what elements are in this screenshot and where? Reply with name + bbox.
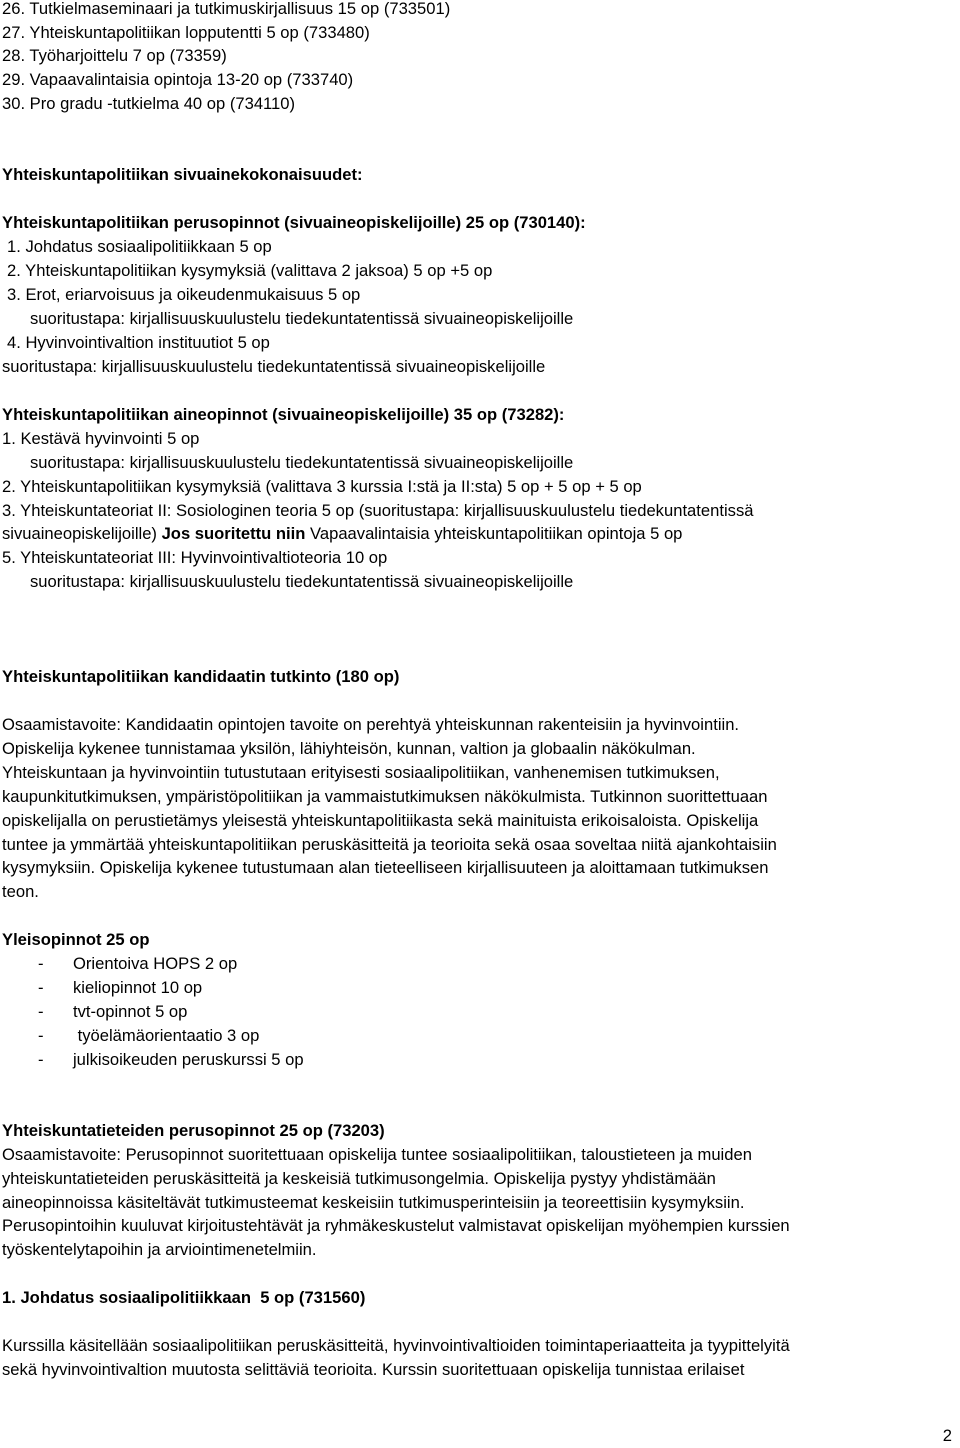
list-item: 26. Tutkielmaseminaari ja tutkimuskirjallisuus 15 op (733501) (2, 0, 451, 18)
paragraph-line: Perusopintoihin kuuluvat kirjoitustehtävät ja ryhmäkeskustelut valmistavat opiskelijan myöhempien kurssien (2, 1216, 790, 1235)
list-item-text: sivuaineopiskelijoille) (2, 524, 157, 543)
paragraph-line: Opiskelija kykenee tunnistamaa yksilön, lähiyhteisön, kunnan, valtion ja globaalin näkökulman. (2, 739, 696, 758)
paragraph-line: sekä hyvinvointivaltion muutosta selittäviä teorioita. Kurssin suoritettuaan opiskelija tunnistaa erilaiset (2, 1360, 745, 1379)
completion-method: suoritustapa: kirjallisuuskuulustelu tiedekuntatentissä sivuaineopiskelijoille (30, 453, 574, 472)
list-item: 30. Pro gradu -tutkielma 40 op (734110) (2, 94, 296, 113)
completion-method: suoritustapa: kirjallisuuskuulustelu tiedekuntatentissä sivuaineopiskelijoille (2, 357, 546, 376)
paragraph-line: Kurssilla käsitellään sosiaalipolitiikan peruskäsitteitä, hyvinvointivaltioiden toimintaperiaatteita ja tyypittelyitä (2, 1336, 790, 1355)
paragraph-line: teon. (2, 882, 39, 901)
list-item: 27. Yhteiskuntapolitiikan lopputentti 5 op (733480) (2, 23, 370, 42)
list-item: Orientoiva HOPS 2 op (73, 954, 238, 973)
list-item: 1. Johdatus sosiaalipolitiikkaan 5 op (7, 237, 272, 256)
completion-method: suoritustapa: kirjallisuuskuulustelu tiedekuntatentissä sivuaineopiskelijoille (30, 309, 574, 328)
section-heading: Yhteiskuntatieteiden perusopinnot 25 op (73203) (2, 1121, 385, 1140)
list-item: 3. Yhteiskuntateoriat II: Sosiologinen teoria 5 op (suoritustapa: kirjallisuuskuulustelu tiedekuntatentissä (2, 501, 754, 520)
list-item: 3. Erot, eriarvoisuus ja oikeudenmukaisuus 5 op (7, 285, 361, 304)
list-item: työelämäorientaatio 3 op (73, 1026, 260, 1045)
paragraph-line: Osaamistavoite: Perusopinnot suoritettuaan opiskelija tuntee sosiaalipolitiikan, taloustieteen ja muiden (2, 1145, 752, 1164)
list-item: tvt-opinnot 5 op (73, 1002, 188, 1021)
paragraph-line: Osaamistavoite: Kandidaatin opintojen tavoite on perehtyä yhteiskunnan rakenteisiin ja hyvinvointiin. (2, 715, 740, 734)
list-item: 2. Yhteiskuntapolitiikan kysymyksiä (valittava 3 kurssia I:stä ja II:sta) 5 op + 5 op + 5 op (2, 477, 642, 496)
list-item: 2. Yhteiskuntapolitiikan kysymyksiä (valittava 2 jaksoa) 5 op +5 op (7, 261, 493, 280)
paragraph-line: aineopinnoissa käsiteltävät tutkimusteemat keskeisiin tutkimusperinteisiin ja teoreettisiin kysymyksiin. (2, 1193, 745, 1212)
paragraph-line: yhteiskuntatieteiden peruskäsitteitä ja keskeisiä tutkimusongelmia. Opiskelija pystyy yhdistämään (2, 1169, 716, 1188)
list-item: 28. Työharjoittelu 7 op (73359) (2, 46, 227, 65)
list-item: julkisoikeuden peruskurssi 5 op (73, 1050, 304, 1069)
dash-bullet: - (38, 1002, 44, 1021)
condition-text: Jos suoritettu niin (161, 524, 306, 543)
paragraph-line: työskentelytapoihin ja arviointimenetelmiin. (2, 1240, 317, 1259)
list-item: 5. Yhteiskuntateoriat III: Hyvinvointivaltioteoria 10 op (2, 548, 388, 567)
list-item: 4. Hyvinvointivaltion instituutiot 5 op (7, 333, 270, 352)
list-item: 1. Kestävä hyvinvointi 5 op (2, 429, 200, 448)
paragraph-line: tuntee ja ymmärtää yhteiskuntapolitiikan peruskäsitteitä ja teorioita sekä osaa soveltaa niitä ajankohtaisiin (2, 835, 777, 854)
section-heading: Yhteiskuntapolitiikan perusopinnot (sivuaineopiskelijoille) 25 op (730140): (2, 213, 586, 232)
paragraph-line: kaupunkitutkimuksen, ympäristöpolitiikan ja vammaistutkimuksen näkökulmista. Tutkinnon suorittettuaan (2, 787, 768, 806)
completion-method: suoritustapa: kirjallisuuskuulustelu tiedekuntatentissä sivuaineopiskelijoille (30, 572, 574, 591)
section-heading: Yhteiskuntapolitiikan aineopinnot (sivuaineopiskelijoille) 35 op (73282): (2, 405, 565, 424)
paragraph-line: kysymyksiin. Opiskelija kykenee tutustumaan alan tieteelliseen kirjallisuuteen ja aloittamaan tutkimuksen (2, 858, 769, 877)
section-heading: Yhteiskuntapolitiikan sivuainekokonaisuudet: (2, 165, 363, 184)
section-heading: 1. Johdatus sosiaalipolitiikkaan 5 op (731560) (2, 1288, 366, 1307)
dash-bullet: - (38, 978, 44, 997)
list-item: kieliopinnot 10 op (73, 978, 203, 997)
list-item-text: Vapaavalintaisia yhteiskuntapolitiikan opintoja 5 op (310, 524, 683, 543)
dash-bullet: - (38, 1050, 44, 1069)
page-number: 2 (942, 1426, 952, 1445)
dash-bullet: - (38, 1026, 44, 1045)
paragraph-line: Yhteiskuntaan ja hyvinvointiin tutustutaan erityisesti sosiaalipolitiikan, vanhenemisen tutkimuksen, (2, 763, 720, 782)
paragraph-line: opiskelijalla on perustietämys yleisestä yhteiskuntapolitiikasta sekä mainituista erikoisaloista. Opiskelija (2, 811, 759, 830)
list-item: 29. Vapaavalintaisia opintoja 13-20 op (733740) (2, 70, 354, 89)
dash-bullet: - (38, 954, 44, 973)
section-heading: Yhteiskuntapolitiikan kandidaatin tutkinto (180 op) (2, 667, 400, 686)
section-heading: Yleisopinnot 25 op (2, 930, 150, 949)
list-item-continued (2, 522, 682, 546)
